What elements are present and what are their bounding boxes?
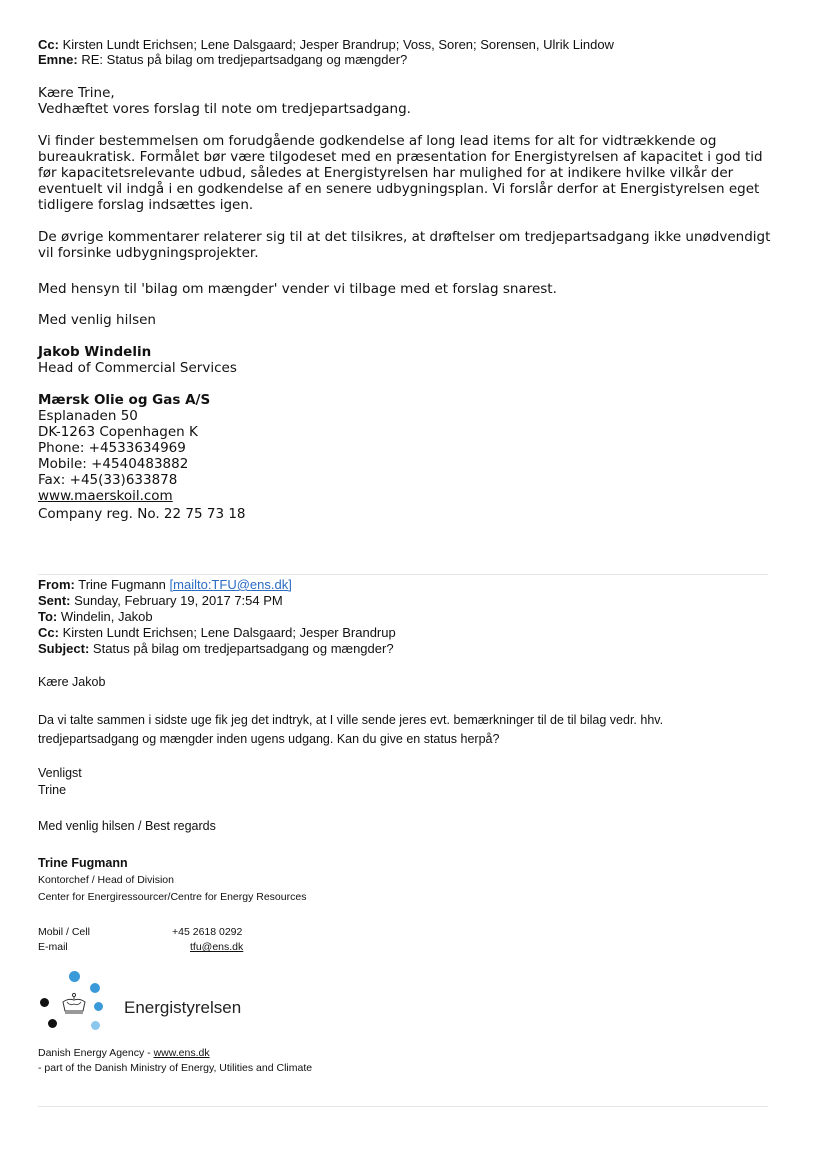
- orig-cc-value: Kirsten Lundt Erichsen; Lene Dalsgaard; Jesper Brandrup: [62, 625, 396, 640]
- orig-sig-name: Trine Fugmann: [38, 856, 128, 870]
- logo-dot-icon: [69, 971, 80, 982]
- reply-sig-website-link[interactable]: www.maerskoil.com: [38, 488, 173, 504]
- reply-closing: Med venlig hilsen: [38, 312, 156, 328]
- orig-closing1: Venligst: [38, 766, 82, 780]
- reply-line1: Vedhæftet vores forslag til note om tredjepartsadgang.: [38, 101, 411, 117]
- reply-sig-fax: Fax: +45(33)633878: [38, 472, 178, 488]
- reply-sig-phone: Phone: +4533634969: [38, 440, 186, 456]
- reply-para1-line4: eventuelt vil indgå i en godkendelse af en senere udbygningsplan. Vi forslår derfor at Energistyrelsen eget: [38, 181, 760, 197]
- reply-sig-name: Jakob Windelin: [38, 344, 152, 360]
- orig-subject-line: [38, 641, 394, 657]
- reply-para1-line5: tidligere forslag indsættes igen.: [38, 197, 254, 213]
- top-subject-value: RE: Status på bilag om tredjepartsadgang og mængder?: [81, 52, 408, 67]
- top-subject-line: [38, 52, 407, 68]
- orig-from-name: Trine Fugmann: [78, 577, 166, 592]
- reply-para2-line2: vil forsinke udbygningsprojekter.: [38, 245, 259, 261]
- orig-para1-line1: Da vi talte sammen i sidste uge fik jeg det indtryk, at I ville sende jeres evt. bemærkninger til de til bilag vedr. hhv.: [38, 713, 664, 727]
- orig-sig-title: Kontorchef / Head of Division: [38, 874, 174, 886]
- reply-sig-mobile: Mobile: +4540483882: [38, 456, 189, 472]
- crown-icon: [59, 992, 89, 1018]
- orig-sig-email-link[interactable]: tfu@ens.dk: [190, 941, 244, 953]
- reply-para1-line2: bureaukratisk. Formålet bør være tilgodeset med en præsentation for Energistyrelsen af kapacitet i god tid: [38, 149, 763, 165]
- reply-sig-address1: Esplanaden 50: [38, 408, 138, 424]
- logo-dot-icon: [91, 1021, 100, 1030]
- logo-dot-icon: [94, 1002, 103, 1011]
- orig-agency: Danish Energy Agency -: [38, 1047, 154, 1059]
- reply-para2-line1: De øvrige kommentarer relaterer sig til at det tilsikres, at drøftelser om tredjepartsadgang ikke unødvendigt: [38, 229, 771, 245]
- orig-sent-value: Sunday, February 19, 2017 7:54 PM: [74, 593, 283, 608]
- orig-agency-line: [38, 1046, 210, 1060]
- orig-sig-dept: Center for Energiressourcer/Centre for Energy Resources: [38, 891, 307, 903]
- orig-from-line: [38, 577, 292, 593]
- orig-from-label: From:: [38, 577, 75, 592]
- orig-sent-label: Sent:: [38, 593, 71, 608]
- top-cc-line: [38, 37, 614, 53]
- reply-sig-address2: DK-1263 Copenhagen K: [38, 424, 198, 440]
- orig-sig-email-label: E-mail: [38, 941, 68, 953]
- orig-cc-line: [38, 625, 396, 641]
- logo-dot-icon: [40, 998, 49, 1007]
- logo-text: Energistyrelsen: [124, 998, 242, 1017]
- logo-dot-icon: [48, 1019, 57, 1028]
- separator-rule: [38, 574, 768, 575]
- orig-sig-mobile-value: +45 2618 0292: [172, 926, 243, 938]
- orig-cc-label: Cc:: [38, 625, 59, 640]
- reply-para1-line3: før kapacitetsrelevante udbud, således at Energistyrelsen har mulighed for at indikere hvilke vilkår der: [38, 165, 734, 181]
- top-cc-label: Cc:: [38, 37, 59, 52]
- orig-para1-line2: tredjepartsadgang og mængder inden ugens udgang. Kan du give en status herpå?: [38, 732, 500, 746]
- reply-sig-title: Head of Commercial Services: [38, 360, 237, 376]
- orig-subject-value: Status på bilag om tredjepartsadgang og mængder?: [92, 641, 394, 656]
- reply-para1-line1: Vi finder bestemmelsen om forudgående godkendelse af long lead items for alt for vidtrækkende og: [38, 133, 717, 149]
- orig-to-line: [38, 609, 153, 625]
- orig-greeting: Kære Jakob: [38, 675, 106, 689]
- reply-sig-reg: Company reg. No. 22 75 73 18: [38, 506, 246, 522]
- orig-closing2: Trine: [38, 783, 67, 797]
- energistyrelsen-logo: [34, 965, 104, 1037]
- orig-closing3: Med venlig hilsen / Best regards: [38, 819, 216, 833]
- top-cc-value: Kirsten Lundt Erichsen; Lene Dalsgaard; Jesper Brandrup; Voss, Soren; Sorensen, Ulrik Lindow: [62, 37, 614, 52]
- orig-to-label: To:: [38, 609, 58, 624]
- top-subject-label: Emne:: [38, 52, 78, 67]
- orig-agency-link[interactable]: www.ens.dk: [153, 1047, 210, 1059]
- orig-subject-label: Subject:: [38, 641, 90, 656]
- logo-dot-icon: [90, 983, 100, 993]
- bottom-rule: [38, 1106, 768, 1107]
- orig-from-email-link[interactable]: [mailto:TFU@ens.dk]: [169, 577, 292, 592]
- orig-sig-mobile-label: Mobil / Cell: [38, 926, 90, 938]
- orig-sent-line: [38, 593, 283, 609]
- orig-ministry: - part of the Danish Ministry of Energy, Utilities and Climate: [38, 1062, 313, 1074]
- reply-greeting: Kære Trine,: [38, 85, 115, 101]
- reply-sig-company: Mærsk Olie og Gas A/S: [38, 392, 211, 408]
- reply-para3: Med hensyn til 'bilag om mængder' vender vi tilbage med et forslag snarest.: [38, 281, 557, 297]
- orig-to-value: Windelin, Jakob: [60, 609, 153, 624]
